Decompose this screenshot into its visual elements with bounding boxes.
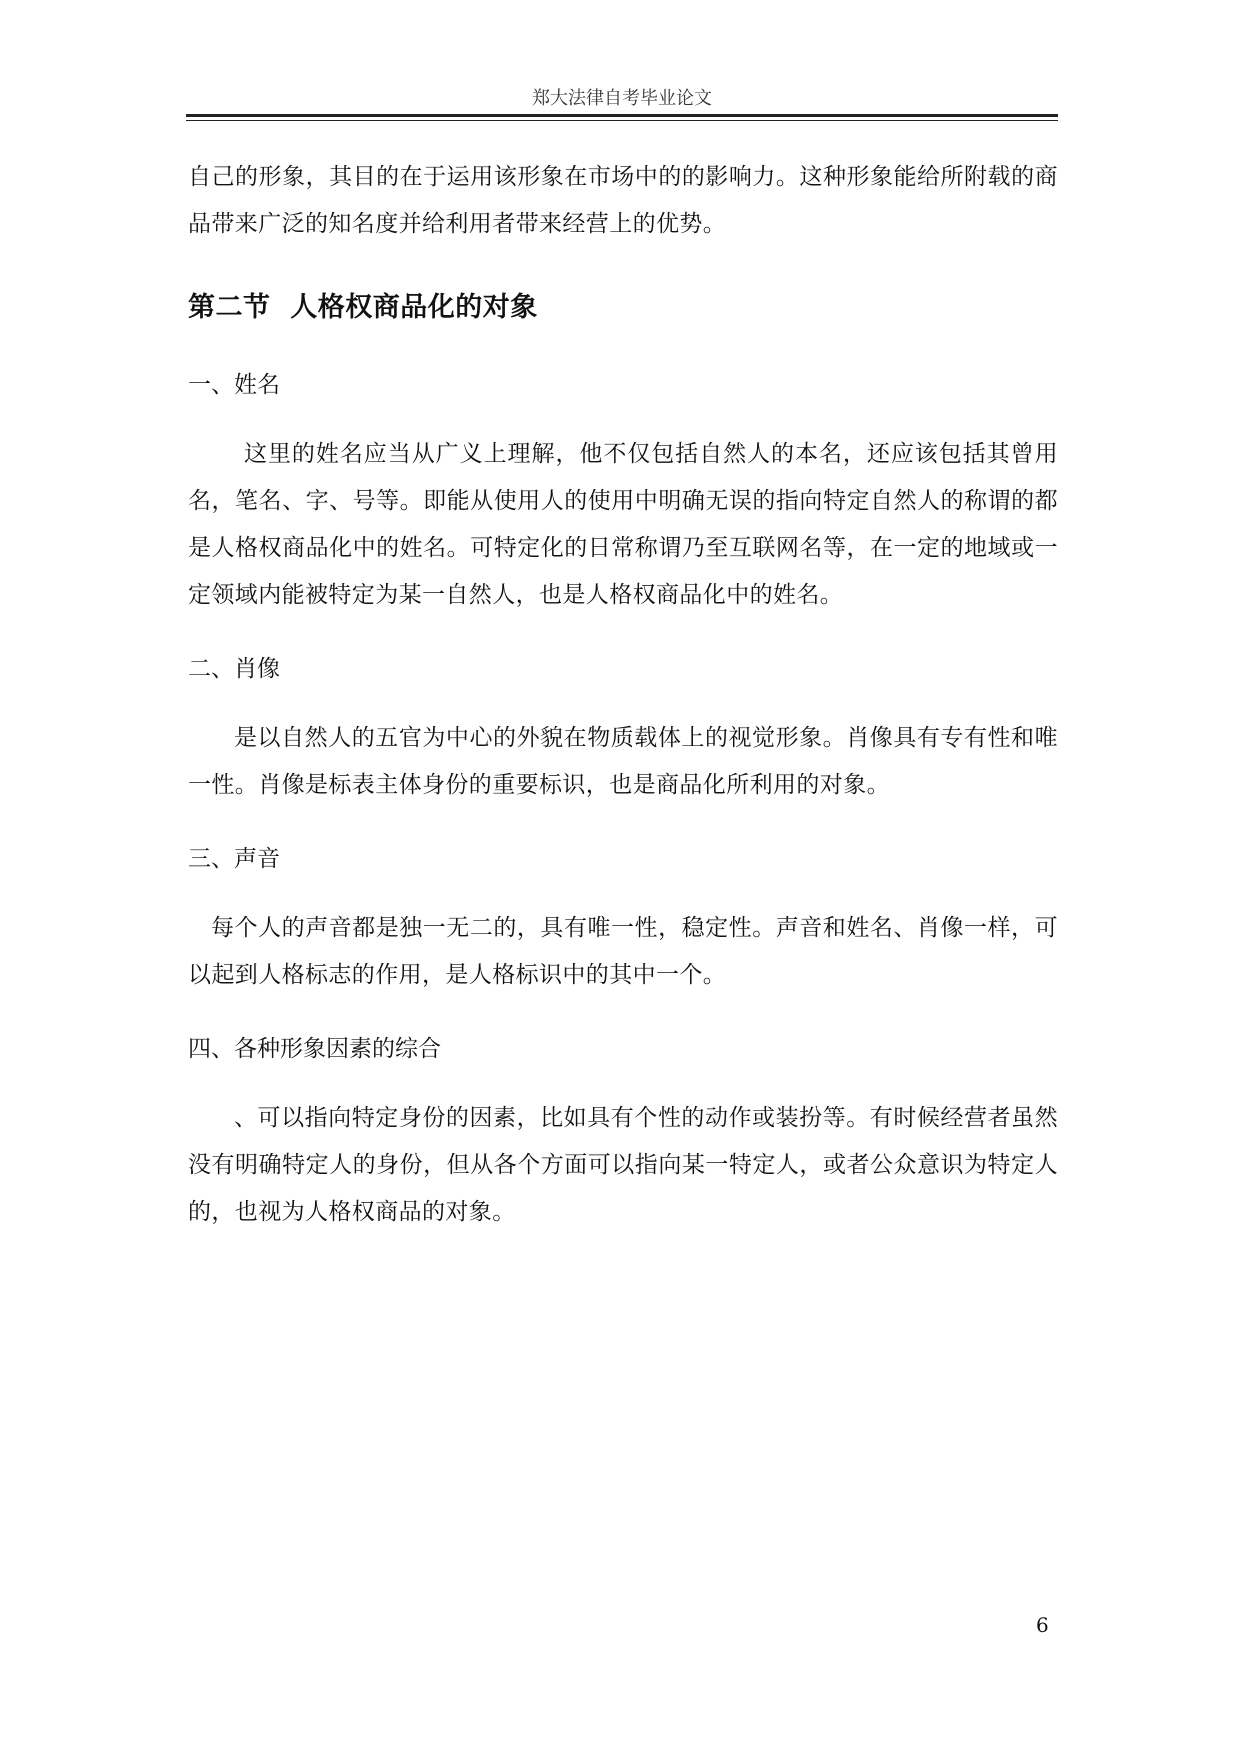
section-heading: 第二节 人格权商品化的对象: [188, 292, 538, 323]
paragraph-voice: 每个人的声音都是独一无二的，具有唯一性，稳定性。声音和姓名、肖像一样，可以起到人格标志的作用，是人格标识中的其中一个。: [188, 915, 1058, 988]
subheading-composite: 四、各种形象因素的综合: [188, 1036, 441, 1062]
subheading-portrait: 二、肖像: [188, 656, 280, 682]
subheading-voice: 三、声音: [188, 846, 280, 872]
page-content: [188, 154, 1058, 1236]
running-header: 郑大法律自考毕业论文: [532, 88, 712, 109]
continuation-paragraph: 自己的形象，其目的在于运用该形象在市场中的的影响力。这种形象能给所附载的商品带来广泛的知名度并给利用者带来经营上的优势。: [188, 164, 1058, 237]
header-rule-thin: [186, 120, 1058, 121]
header-rule-thick: [186, 114, 1058, 117]
paragraph-name: 这里的姓名应当从广义上理解，他不仅包括自然人的本名，还应该包括其曾用名，笔名、字、号等。即能从使用人的使用中明确无误的指向特定自然人的称谓的都是人格权商品化中的姓名。可特定化的日常称谓乃至互联网名等，在一定的地域或一定领域内能被特定为某一自然人，也是人格权商品化中的姓名。: [188, 441, 1058, 608]
paragraph-composite: 、可以指向特定身份的因素，比如具有个性的动作或装扮等。有时候经营者虽然没有明确特定人的身份，但从各个方面可以指向某一特定人，或者公众意识为特定人的，也视为人格权商品的对象。: [188, 1105, 1058, 1225]
subheading-name: 一、姓名: [188, 372, 280, 398]
paragraph-portrait: 是以自然人的五官为中心的外貌在物质载体上的视觉形象。肖像具有专有性和唯一性。肖像是标表主体身份的重要标识，也是商品化所利用的对象。: [188, 725, 1058, 798]
page-number: 6: [1036, 1613, 1049, 1637]
